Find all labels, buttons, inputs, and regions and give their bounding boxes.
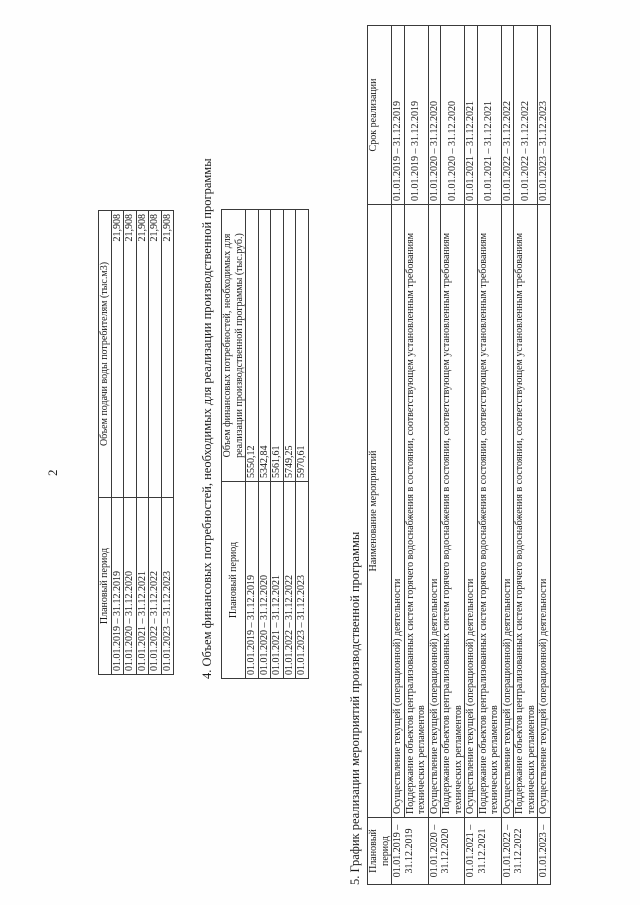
- period-cell: 01.01.2022 – 31.12.2022: [149, 498, 162, 675]
- table-header-row: [368, 26, 392, 885]
- table-row: [296, 210, 309, 679]
- volume-cell: 21,908: [111, 211, 124, 498]
- term-cell: 01.01.2022 – 31.12.2022: [514, 26, 538, 205]
- header-period: Плановый период: [99, 498, 112, 675]
- period-cell: 01.01.2020 – 31.12.2020: [124, 498, 137, 675]
- water-supply-volume-table: [98, 210, 174, 675]
- measure-cell: Осуществление текущей (операционной) деятельности: [538, 205, 551, 818]
- volume-cell: 21,908: [161, 211, 174, 498]
- term-cell: 01.01.2019 – 31.12.2019: [392, 26, 405, 205]
- table-row: [477, 26, 501, 885]
- measure-cell: Осуществление текущей (операционной) деятельности: [392, 205, 405, 818]
- header-measures: Наименование мероприятий: [368, 205, 392, 818]
- period-cell: 01.01.2023 –: [538, 818, 551, 885]
- section-5-title: 5. График реализации мероприятий производственной программы: [348, 531, 362, 885]
- term-cell: 01.01.2022 – 31.12.2022: [501, 26, 514, 205]
- header-term: Срок реализации: [368, 26, 392, 205]
- amount-cell: 5342,84: [258, 210, 271, 482]
- amount-cell: 5561,61: [271, 210, 284, 482]
- term-cell: 01.01.2020 – 31.12.2020: [441, 26, 465, 205]
- measure-cell: Поддержание объектов централизованных систем горячего водоснабжения в состоянии, соответствующем установленным требованиям технических регламентов: [441, 205, 465, 818]
- measure-cell: Поддержание объектов централизованных систем горячего водоснабжения в состоянии, соответствующем установленным требованиям технических регламентов: [514, 205, 538, 818]
- table-row: [514, 26, 538, 885]
- period-cell: 01.01.2020 – 31.12.2020: [258, 482, 271, 679]
- measure-cell: Осуществление текущей (операционной) деятельности: [465, 205, 478, 818]
- volume-cell: 21,908: [136, 211, 149, 498]
- period-cell: 01.01.2021 – 31.12.2021: [136, 498, 149, 675]
- volume-cell: 21,908: [124, 211, 137, 498]
- period-cell: 01.01.2020 – 31.12.2020: [428, 818, 465, 885]
- table-row: [246, 210, 259, 679]
- implementation-schedule-table: [367, 25, 551, 885]
- table-row: [271, 210, 284, 679]
- financial-needs-table: [221, 209, 309, 679]
- table-row: [441, 26, 465, 885]
- header-financial-needs: Объем финансовых потребностей, необходимых для реализации производственной программы (тыс.руб.): [222, 210, 246, 482]
- term-cell: 01.01.2019 – 31.12.2019: [404, 26, 428, 205]
- table-row: [538, 26, 551, 885]
- page-number: 2: [45, 469, 60, 476]
- period-cell: 01.01.2019 – 31.12.2019: [246, 482, 259, 679]
- period-cell: 01.01.2019 – 31.12.2019: [111, 498, 124, 675]
- table-row: [283, 210, 296, 679]
- table-header-row: [222, 210, 246, 679]
- term-cell: 01.01.2021 – 31.12.2021: [465, 26, 478, 205]
- section-4-title: 4. Объем финансовых потребностей, необходимых для реализации производственной программы: [200, 158, 214, 679]
- table-row: [258, 210, 271, 679]
- amount-cell: 5749,25: [283, 210, 296, 482]
- term-cell: 01.01.2020 – 31.12.2020: [428, 26, 441, 205]
- table-row: [501, 26, 514, 885]
- table-row: [111, 211, 124, 675]
- period-cell: 01.01.2019 – 31.12.2019: [392, 818, 429, 885]
- measure-cell: Поддержание объектов централизованных систем горячего водоснабжения в состоянии, соответствующем установленным требованиям технических регламентов: [477, 205, 501, 818]
- period-cell: 01.01.2022 – 31.12.2022: [501, 818, 538, 885]
- amount-cell: 5970,61: [296, 210, 309, 482]
- table-row: [428, 26, 441, 885]
- measure-cell: Поддержание объектов централизованных систем горячего водоснабжения в состоянии, соответствующем установленным требованиям технических регламентов: [404, 205, 428, 818]
- period-cell: 01.01.2023 – 31.12.2023: [161, 498, 174, 675]
- term-cell: 01.01.2023 – 31.12.2023: [538, 26, 551, 205]
- header-period: Плановый период: [222, 482, 246, 679]
- table-row: [465, 26, 478, 885]
- term-cell: 01.01.2021 – 31.12.2021: [477, 26, 501, 205]
- volume-cell: 21,908: [149, 211, 162, 498]
- table-row: [136, 211, 149, 675]
- table-row: [161, 211, 174, 675]
- table-row: [124, 211, 137, 675]
- period-cell: 01.01.2021 – 31.12.2021: [465, 818, 502, 885]
- header-volume: Объем подачи воды потребителям (тыс.м3): [99, 211, 112, 498]
- amount-cell: 5550,12: [246, 210, 259, 482]
- table-header-row: [99, 211, 112, 675]
- period-cell: 01.01.2021 – 31.12.2021: [271, 482, 284, 679]
- measure-cell: Осуществление текущей (операционной) деятельности: [501, 205, 514, 818]
- table-row: [392, 26, 405, 885]
- period-cell: 01.01.2022 – 31.12.2022: [283, 482, 296, 679]
- measure-cell: Осуществление текущей (операционной) деятельности: [428, 205, 441, 818]
- table-row: [404, 26, 428, 885]
- table-row: [149, 211, 162, 675]
- header-period: Плановый период: [368, 818, 392, 885]
- period-cell: 01.01.2023 – 31.12.2023: [296, 482, 309, 679]
